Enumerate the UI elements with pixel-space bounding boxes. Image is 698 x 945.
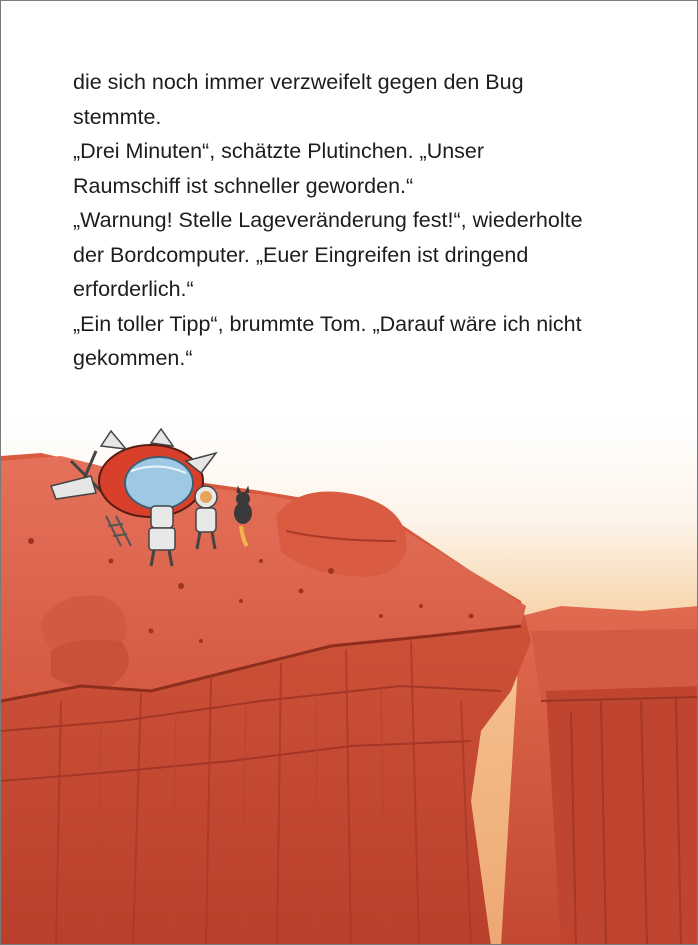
text-line: „Ein toller Tipp“, brummte Tom. „Darauf wäre ich nicht: [73, 311, 582, 336]
main-cliff: [1, 453, 531, 945]
text-line: „Drei Minuten“, schätzte Plutinchen. „Unser: [73, 139, 485, 163]
text-line: „Warnung! Stelle Lageveränderung fest!“, wiederholte: [73, 208, 583, 232]
text-line: der Bordcomputer. „Euer Eingreifen ist dringend: [73, 242, 529, 267]
text-line: gekommen.“: [73, 346, 193, 370]
mars-cliff-illustration: [1, 401, 698, 945]
text-line: die sich noch immer verzweifelt gegen den Bug: [73, 70, 524, 94]
far-cliff: [501, 606, 698, 945]
text-line: stemmte.: [73, 104, 162, 129]
text-line: Raumschiff ist schneller geworden.“: [73, 173, 414, 198]
story-text: [73, 65, 653, 376]
text-line: erforderlich.“: [73, 277, 194, 301]
